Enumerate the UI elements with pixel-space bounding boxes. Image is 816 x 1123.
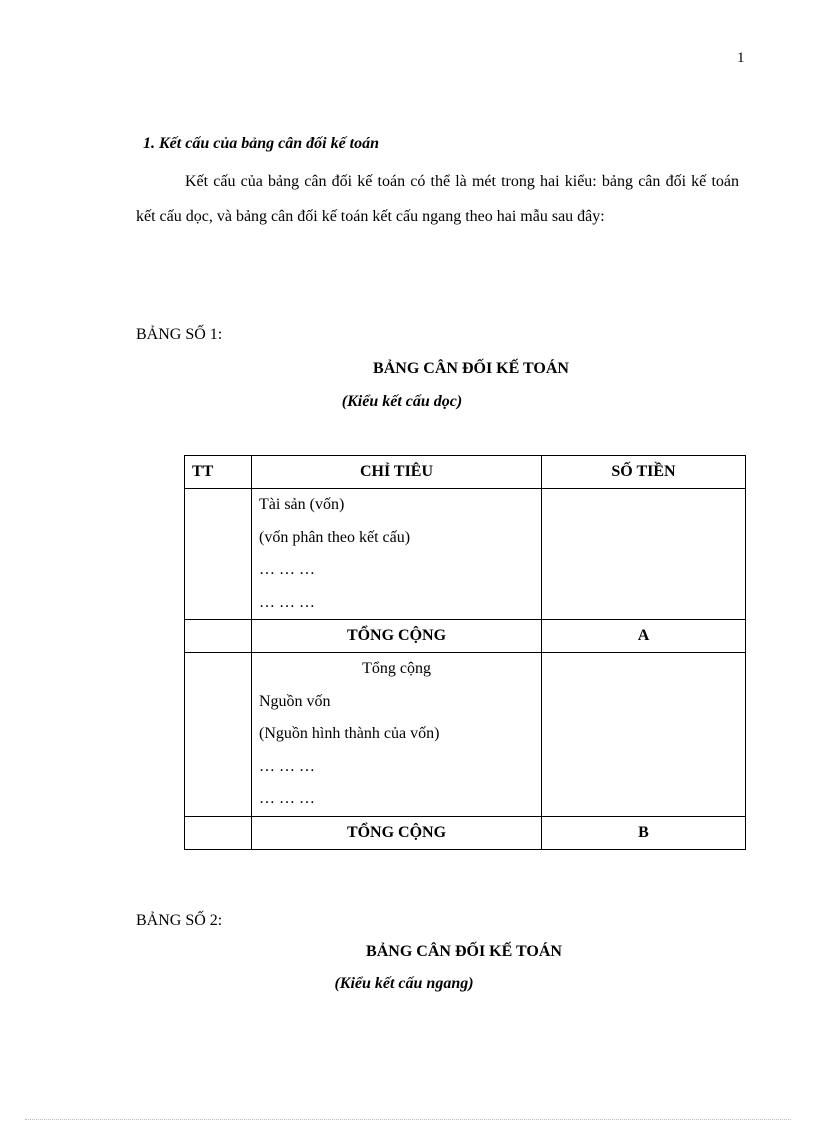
total-b-tt-cell (185, 816, 252, 849)
header-chi-tieu: CHỈ TIÊU (252, 456, 542, 489)
sources-line: (Nguồn hình thành của vốn) (259, 725, 440, 742)
total-b-value: B (542, 816, 746, 849)
sources-so-tien-cell (542, 653, 746, 817)
assets-line: … … … (259, 561, 315, 578)
table1-subtitle: (Kiểu kết cấu dọc) (341, 393, 463, 410)
page-number: 1 (737, 50, 745, 66)
sources-line: … … … (259, 757, 315, 775)
table1-title: BẢNG CÂN ĐỐI KẾ TOÁN (373, 360, 569, 377)
assets-line: Tài sản (vốn) (259, 496, 345, 513)
assets-so-tien-cell (542, 489, 746, 620)
sources-row (185, 653, 746, 817)
total-a-tt-cell (185, 620, 252, 653)
balance-sheet-table-vertical (184, 455, 746, 850)
section-heading: 1. Kết cấu của bảng cân đối kế toán (143, 135, 380, 152)
sources-line: Tổng cộng (362, 660, 431, 677)
page-bottom-divider (25, 1119, 791, 1120)
sources-line: Nguồn vốn (259, 692, 331, 710)
assets-tt-cell (185, 489, 252, 620)
table2-subtitle: (Kiểu kết cấu ngang) (334, 975, 474, 992)
total-a-label: TỔNG CỘNG (252, 620, 542, 653)
sources-chi-tieu-cell (252, 653, 542, 817)
total-b-label: TỔNG CỘNG (252, 816, 542, 849)
sources-tt-cell (185, 653, 252, 817)
table1-label: BẢNG SỐ 1: (136, 326, 223, 343)
header-so-tien: SỐ TIỀN (542, 456, 746, 489)
table2-label: BẢNG SỐ 2: (136, 912, 223, 929)
sources-line: … … … (259, 790, 315, 807)
table2-title: BẢNG CÂN ĐỐI KẾ TOÁN (366, 943, 562, 960)
total-row-a (185, 620, 746, 653)
assets-line: … … … (259, 593, 315, 611)
header-tt: TT (185, 456, 252, 489)
assets-line: (vốn phân theo kết cấu) (259, 528, 411, 546)
total-row-b (185, 816, 746, 849)
total-a-value: A (542, 620, 746, 653)
table-header-row (185, 456, 746, 489)
intro-paragraph: Kết cấu của bảng cân đối kế toán có thể là mét trong hai kiểu: bảng cân đối kế toán kết cấu dọc, và bảng cân đối kế toán kết cấu ngang theo hai mẫu sau đây: (136, 173, 739, 225)
assets-chi-tieu-cell (252, 489, 542, 620)
assets-row (185, 489, 746, 620)
